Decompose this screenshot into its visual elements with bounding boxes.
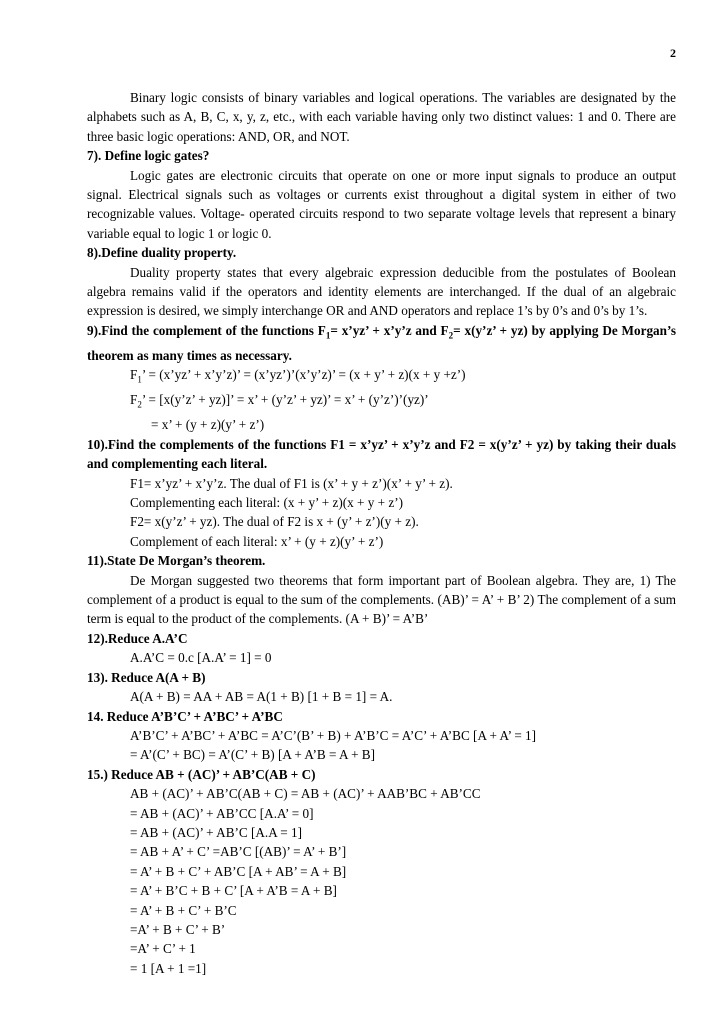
q10-line: Complementing each literal: (x + y’ + z)(x + y + z’) [130, 495, 404, 511]
q15-line: =A’ + C’ + 1 [130, 941, 196, 957]
q9-subscript-1: 1 [325, 330, 331, 341]
q14-line: = A’(C’ + BC) = A’(C’ + B) [A + A’B = A + B] [130, 747, 375, 763]
question-8-answer: Duality property states that every algebraic expression deducible from the postulates of Boolean algebra remains valid if the operators and identity elements are interchanged. If the dual of an algebraic expression is desired, we simply interchange OR and AND operators and replace 1’s by 0’s and 0’s by 1’s. [87, 264, 676, 319]
q9-text-a: 9).Find the complement of the functions F [87, 322, 326, 338]
q9-line-1-sub: 1 [137, 374, 142, 385]
q15-line: AB + (AC)’ + AB’C(AB + C) = AB + (AC)’ + AAB’BC + AB’CC [130, 786, 481, 802]
q15-line: =A’ + B + C’ + B’ [130, 921, 226, 937]
page-content [87, 88, 676, 978]
q9-line-2 [87, 390, 676, 415]
q15-line: = A’ + B + C’ + B’C [130, 902, 237, 918]
q9-text-b: = x’yz’ + x’y’z and F [330, 322, 449, 338]
q15-line: = AB + (AC)’ + AB’C [A.A = 1] [130, 824, 303, 840]
q10-line: F1= x’yz’ + x’y’z. The dual of F1 is (x’ + y + z’)(x’ + y’ + z). [130, 475, 453, 491]
q9-line-2-a: F [130, 392, 138, 408]
q9-line-1 [87, 365, 676, 390]
question-11-answer: De Morgan suggested two theorems that form important part of Boolean algebra. They are, 1) The complement of a product is equal to the sum of the complements. (AB)’ = A’ + B’ 2) The complement of a sum term is equal to the product of the complements. (A + B)’ = A’B’ [87, 572, 676, 627]
question-12-heading: 12).Reduce A.A’C [87, 630, 188, 646]
q9-line-1-b: ’ = (x’yz’ + x’y’z)’ = (x’yz’)’(x’y’z)’ = (x + y’ + z)(x + y +z’) [141, 367, 466, 383]
q9-line-2-sub: 2 [137, 400, 142, 411]
question-8-heading: 8).Define duality property. [87, 245, 237, 261]
q9-line-3: = x’ + (y + z)(y’ + z’) [151, 417, 265, 433]
question-7-answer: Logic gates are electronic circuits that operate on one or more input signals to produce an output signal. Electrical signals such as voltages or currents exist throughout a digital system in either of two recognizable values. Voltage- operated circuits respond to two separate voltage levels that represent a binary variable equal to logic 1 or logic 0. [87, 167, 676, 241]
q10-line: Complement of each literal: x’ + (y + z)(y’ + z’) [130, 533, 384, 549]
q12-line: A.A’C = 0.c [A.A’ = 1] = 0 [130, 650, 272, 666]
q13-line: A(A + B) = AA + AB = A(1 + B) [1 + B = 1] = A. [130, 689, 393, 705]
q15-line: = A’ + B’C + B + C’ [A + A’B = A + B] [130, 883, 337, 899]
question-13-heading: 13). Reduce A(A + B) [87, 669, 206, 685]
q15-line: = A’ + B + C’ + AB’C [A + AB’ = A + B] [130, 863, 347, 879]
intro-paragraph: Binary logic consists of binary variables and logical operations. The variables are designated by the alphabets such as A, B, C, x, y, z, etc., with each variable having only two distinct values: 1 and 0. There are three basic logic operations: AND, OR, and NOT. [87, 90, 676, 144]
q15-line: = AB + (AC)’ + AB’CC [A.A’ = 0] [130, 805, 314, 821]
q10-line: F2= x(y’z’ + yz). The dual of F2 is x + (y’ + z’)(y + z). [130, 514, 419, 530]
question-11-heading: 11).State De Morgan’s theorem. [87, 553, 266, 569]
question-7-heading: 7). Define logic gates? [87, 148, 210, 164]
page-number: 2 [670, 46, 676, 60]
question-10-heading: 10).Find the complements of the functions F1 = x’yz’ + x’y’z and F2 = x(y’z’ + yz) by taking their duals and complementing each literal. [87, 436, 676, 472]
q15-line: = AB + A’ + C’ =AB’C [(AB)’ = A’ + B’] [130, 844, 347, 860]
q15-line: = 1 [A + 1 =1] [130, 960, 207, 976]
q9-subscript-2: 2 [448, 330, 454, 341]
q9-text-c: = x(y’z’ + yz) by applying De Morgan’s theorem as many times as necessary. [87, 322, 677, 363]
question-9-heading [87, 321, 676, 365]
q9-line-2-b: ’ = [x(y’z’ + yz)]’ = x’ + (y’z’ + yz)’ = x’ + (y’z’)’(yz)’ [141, 392, 429, 408]
q9-line-1-a: F [130, 367, 138, 383]
question-15-heading: 15.) Reduce AB + (AC)’ + AB’C(AB + C) [87, 766, 316, 782]
question-14-heading: 14. Reduce A’B’C’ + A’BC’ + A’BC [87, 708, 283, 724]
q14-line: A’B’C’ + A’BC’ + A’BC = A’C’(B’ + B) + A’B’C = A’C’ + A’BC [A + A’ = 1] [130, 727, 537, 743]
